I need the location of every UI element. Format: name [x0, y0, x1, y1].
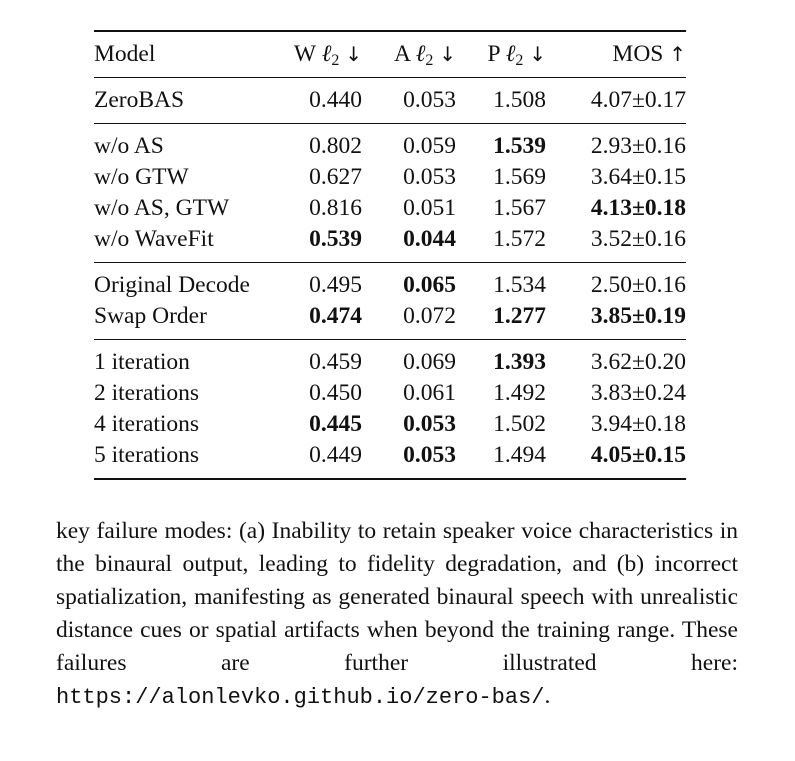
cell-model: w/o WaveFit [94, 226, 214, 252]
cell-p: 1.393 [493, 349, 546, 375]
table-row [94, 124, 686, 163]
cell-p: 1.277 [493, 303, 546, 329]
cell-p: 1.539 [493, 133, 546, 159]
cell-mos: 3.52±0.16 [590, 226, 686, 252]
cell-model: ZeroBAS [94, 87, 185, 113]
cell-mos: 2.50±0.16 [590, 272, 686, 298]
cell-a: 0.061 [403, 380, 456, 406]
table-row [94, 378, 686, 409]
cell-model: Swap Order [94, 303, 207, 329]
down-arrow-icon: ↓ [439, 42, 456, 66]
cell-w: 0.449 [309, 442, 362, 468]
cell-model: Original Decode [94, 272, 250, 298]
cell-mos: 3.83±0.24 [590, 380, 686, 406]
cell-mos: 3.64±0.15 [590, 164, 686, 190]
cell-mos: 4.05±0.15 [590, 442, 686, 468]
cell-a: 0.059 [403, 133, 456, 159]
cell-model: w/o AS, GTW [94, 195, 230, 221]
cell-w: 0.627 [309, 164, 362, 190]
cell-a: 0.069 [403, 349, 456, 375]
table-row [94, 409, 686, 440]
cell-w: 0.474 [309, 303, 362, 329]
down-arrow-icon: ↓ [345, 42, 362, 66]
cell-w: 0.802 [309, 133, 362, 159]
header-w-l2 [290, 31, 362, 78]
header-w-prefix: W [293, 41, 316, 67]
header-p-prefix: P [487, 41, 500, 67]
header-mos-label: MOS [612, 41, 664, 67]
cell-model: w/o GTW [94, 164, 189, 190]
cell-a: 0.053 [403, 411, 456, 437]
cell-mos: 3.62±0.20 [590, 349, 686, 375]
cell-a: 0.053 [403, 164, 456, 190]
cell-mos: 3.94±0.18 [590, 411, 686, 437]
table-header-row [94, 31, 686, 78]
paragraph-end: . [544, 683, 551, 709]
table-row [94, 78, 686, 124]
table-row [94, 263, 686, 302]
cell-w: 0.450 [309, 380, 362, 406]
header-w-ell: ℓ [321, 41, 332, 67]
cell-w: 0.459 [309, 349, 362, 375]
cell-model: 4 iterations [94, 411, 200, 437]
cell-mos: 4.13±0.18 [590, 195, 686, 221]
cell-a: 0.053 [403, 442, 456, 468]
cell-p: 1.569 [493, 164, 546, 190]
header-p-ell: ℓ [505, 41, 516, 67]
header-model: Model [94, 41, 156, 67]
cell-p: 1.502 [493, 411, 546, 437]
up-arrow-icon: ↑ [669, 42, 686, 66]
header-p-l2 [456, 31, 546, 78]
cell-p: 1.508 [493, 87, 546, 113]
cell-a: 0.051 [403, 195, 456, 221]
cell-w: 0.816 [309, 195, 362, 221]
cell-a: 0.044 [403, 226, 456, 252]
table-body [94, 78, 686, 480]
cell-a: 0.065 [403, 272, 456, 298]
cell-p: 1.534 [493, 272, 546, 298]
cell-w: 0.539 [309, 226, 362, 252]
table-row [94, 193, 686, 224]
cell-p: 1.572 [493, 226, 546, 252]
cell-w: 0.495 [309, 272, 362, 298]
cell-model: 5 iterations [94, 442, 200, 468]
header-a-prefix: A [394, 41, 410, 67]
cell-mos: 2.93±0.16 [590, 133, 686, 159]
cell-model: w/o AS [94, 133, 164, 159]
cell-a: 0.053 [403, 87, 456, 113]
header-a-ell: ℓ [415, 41, 426, 67]
down-arrow-icon: ↓ [529, 42, 546, 66]
cell-mos: 4.07±0.17 [590, 87, 686, 113]
table-row [94, 440, 686, 479]
cell-a: 0.072 [403, 303, 456, 329]
cell-p: 1.494 [493, 442, 546, 468]
header-w-sub: 2 [331, 52, 340, 69]
header-p-sub: 2 [515, 52, 524, 69]
table-row [94, 301, 686, 340]
results-table [94, 30, 686, 480]
cell-model: 1 iteration [94, 349, 190, 375]
table-row [94, 162, 686, 193]
body-paragraph [56, 515, 738, 714]
cell-p: 1.492 [493, 380, 546, 406]
header-a-l2 [362, 31, 456, 78]
cell-p: 1.567 [493, 195, 546, 221]
cell-model: 2 iterations [94, 380, 200, 406]
table-row [94, 224, 686, 263]
table-row [94, 340, 686, 379]
cell-w: 0.445 [309, 411, 362, 437]
project-url-link[interactable]: https://alonlevko.github.io/zero-bas/ [56, 685, 545, 710]
cell-mos: 3.85±0.19 [590, 303, 686, 329]
cell-w: 0.440 [309, 87, 362, 113]
header-mos [546, 31, 686, 78]
paragraph-text: key failure modes: (a) Inability to retain speaker voice characteristics in the binaural output, leading to fidelity degradation, and (b) incorrect spatialization, manifesting as generated binaural speech with unrealistic distance cues or spatial artifacts when beyond the training range. These failures are further illustrated here: [56, 518, 738, 676]
header-a-sub: 2 [425, 52, 434, 69]
results-table-container [94, 30, 686, 480]
